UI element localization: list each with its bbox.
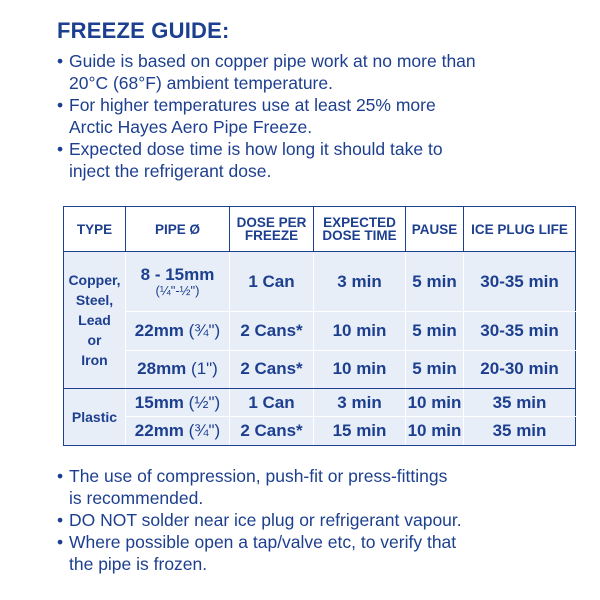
material-cell	[64, 252, 126, 389]
dose-cell: 2 Cans*	[230, 312, 314, 350]
header-type: TYPE	[64, 207, 126, 252]
pipe-cell	[126, 252, 230, 312]
guide-notes-list	[57, 50, 476, 182]
pipe-size-inches: (¼"-½")	[155, 282, 200, 298]
note-item	[57, 465, 462, 509]
pause-cell: 5 min	[406, 252, 464, 312]
material-line: Steel,	[75, 292, 114, 308]
table-row	[64, 252, 576, 312]
usage-notes-list	[57, 465, 462, 575]
dose-cell: 2 Cans*	[230, 417, 314, 446]
pipe-cell	[126, 389, 230, 417]
note-line: 20°C (68°F) ambient temperature.	[69, 73, 333, 93]
pause-cell: 10 min	[406, 417, 464, 446]
time-cell: 3 min	[314, 389, 406, 417]
pipe-size-inches: (¾")	[188, 320, 221, 340]
life-cell: 30-35 min	[464, 312, 576, 350]
dose-cell: 1 Can	[230, 252, 314, 312]
life-cell: 35 min	[464, 389, 576, 417]
table-header-row	[64, 207, 576, 252]
time-cell: 15 min	[314, 417, 406, 446]
note-line: Arctic Hayes Aero Pipe Freeze.	[69, 117, 313, 137]
pipe-size-inches: (1")	[191, 359, 218, 379]
pause-cell: 5 min	[406, 350, 464, 388]
life-cell: 30-35 min	[464, 252, 576, 312]
note-item	[57, 50, 476, 94]
note-item	[57, 531, 462, 575]
note-line: Expected dose time is how long it should take to	[69, 139, 443, 159]
note-item	[57, 509, 462, 531]
header-time	[314, 207, 406, 252]
pipe-size: 22mm	[134, 421, 184, 441]
material-line: Lead	[78, 312, 111, 328]
pipe-size: 22mm	[134, 320, 184, 340]
pipe-cell	[126, 417, 230, 446]
life-cell: 20-30 min	[464, 350, 576, 388]
material-cell	[64, 389, 126, 446]
time-cell: 10 min	[314, 312, 406, 350]
freeze-guide-table	[63, 206, 576, 446]
material-line: or	[87, 332, 102, 348]
note-line: Where possible open a tap/valve etc, to verify that	[69, 532, 457, 552]
pipe-size: 8 - 15mm	[140, 264, 215, 284]
header-life: ICE PLUG LIFE	[464, 207, 576, 252]
pipe-cell	[126, 350, 230, 388]
table-row	[64, 312, 576, 350]
header-pause: PAUSE	[406, 207, 464, 252]
pipe-size: 15mm	[134, 392, 184, 412]
note-line: For higher temperatures use at least 25% more	[69, 95, 436, 115]
dose-cell: 2 Cans*	[230, 350, 314, 388]
material-line: Iron	[81, 352, 108, 368]
pipe-size-inches: (¾")	[188, 421, 221, 441]
header-dose-line1: DOSE PER	[236, 215, 307, 230]
table-row	[64, 417, 576, 446]
note-line: The use of compression, push-fit or press-fittings	[69, 466, 448, 486]
pause-cell: 10 min	[406, 389, 464, 417]
note-line: is recommended.	[69, 488, 204, 508]
pause-cell: 5 min	[406, 312, 464, 350]
header-dose	[230, 207, 314, 252]
note-item	[57, 138, 476, 182]
dose-cell: 1 Can	[230, 389, 314, 417]
pipe-size-inches: (½")	[188, 392, 221, 412]
time-cell: 3 min	[314, 252, 406, 312]
table-row	[64, 350, 576, 388]
header-time-line2: DOSE TIME	[322, 228, 397, 243]
pipe-size: 28mm	[137, 359, 187, 379]
page-title: FREEZE GUIDE:	[57, 18, 230, 43]
note-line: inject the refrigerant dose.	[69, 161, 272, 181]
time-cell: 10 min	[314, 350, 406, 388]
pipe-cell	[126, 312, 230, 350]
header-dose-line2: FREEZE	[244, 228, 299, 243]
note-line: Guide is based on copper pipe work at no more than	[69, 51, 476, 71]
material-line: Copper,	[68, 272, 121, 288]
material-line: Plastic	[71, 409, 118, 425]
note-line: DO NOT solder near ice plug or refrigerant vapour.	[69, 510, 462, 530]
note-item	[57, 94, 476, 138]
table-row	[64, 389, 576, 417]
note-line: the pipe is frozen.	[69, 554, 208, 574]
life-cell: 35 min	[464, 417, 576, 446]
header-time-line1: EXPECTED	[323, 215, 396, 230]
header-pipe: PIPE Ø	[126, 207, 230, 252]
